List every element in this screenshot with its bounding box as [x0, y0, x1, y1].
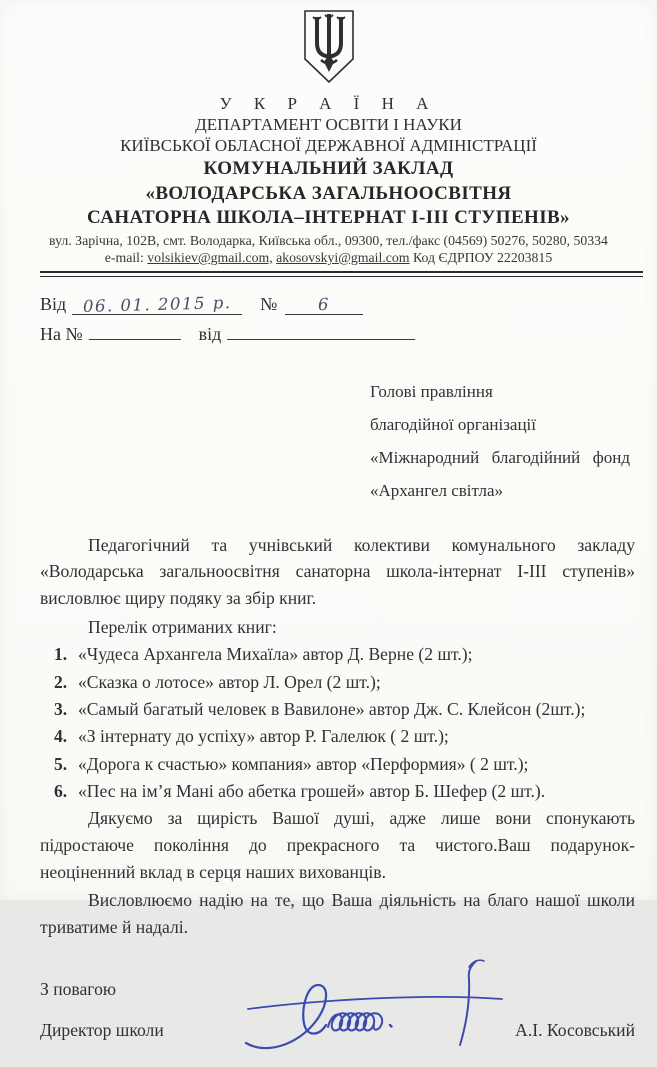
paragraph-gratitude: Дякуємо за щирість Вашої душі, адже лише вони спонукають підростаюче покоління до прекрасного та чистого.Ваш подарунок-неоціненний вклад в серця наших вихованців. [40, 808, 635, 882]
list-item [54, 669, 635, 696]
incoming-reference-line [40, 319, 657, 345]
date-field [72, 294, 242, 315]
letterhead-divider [40, 271, 643, 277]
email-link-2: akosovskyi@gmail.com [276, 249, 410, 265]
list-item-number: 6. [54, 780, 68, 801]
on-number-label: На № [40, 323, 83, 344]
incoming-number-field [89, 319, 181, 340]
handwritten-signature-icon [240, 957, 530, 1067]
book-list-intro: Перелік отриманих книг: [88, 616, 277, 637]
incoming-date-field [227, 319, 415, 340]
closing-block [40, 979, 635, 1041]
recipient-line: «Міжнародний благодійний фонд [370, 448, 630, 468]
from-label: Від [40, 293, 67, 314]
list-item-number: 3. [54, 699, 68, 720]
letter-body [40, 532, 635, 941]
recipient-line: Голові правління [370, 381, 493, 401]
list-item-number: 4. [54, 726, 68, 747]
respect-line: З повагою [40, 978, 117, 999]
reference-block [40, 294, 657, 345]
letterhead [0, 0, 657, 266]
list-item-number: 1. [54, 644, 68, 665]
organization-line3: САНАТОРНА ШКОЛА–ІНТЕРНАТ І-ІІІ СТУПЕНІВ» [87, 206, 570, 228]
position-title: Директор школи [40, 1019, 164, 1040]
number-label: № [260, 293, 278, 314]
email-label: e-mail: [104, 249, 144, 265]
ukraine-trident-icon [298, 8, 360, 86]
list-item-number: 2. [54, 671, 68, 692]
organization-line2: «ВОЛОДАРСЬКА ЗАГАЛЬНООСВІТНЯ [145, 182, 512, 204]
department-line2: КИЇВСЬКОЇ ОБЛАСНОЇ ДЕРЖАВНОЇ АДМІНІСТРАЦІЇ [120, 135, 537, 155]
list-item-text: «Самый багатый человек в Вавилоне» автор Дж. С. Клейсон (2шт.); [78, 699, 586, 720]
signatory-name: А.І. Косовський [515, 1019, 635, 1040]
recipient-line: благодійної організації [370, 415, 536, 435]
edrpou-code: Код ЄДРПОУ 22203815 [412, 249, 553, 265]
recipient-line: «Архангел світла» [370, 481, 504, 501]
contact-line [0, 250, 657, 266]
list-item-text: «Сказка о лотосе» автор Л. Орел (2 шт.); [78, 671, 381, 692]
paragraph-thanks: Педагогічний та учнівський колективи комунального закладу «Володарська загальноосвітня санаторна школа-інтернат І-ІІІ ступенів» висловлює щиру подяку за збір книг. [40, 534, 635, 609]
signature-line [40, 1020, 635, 1041]
list-item [54, 751, 635, 778]
book-list [40, 641, 635, 805]
number-field [285, 294, 363, 315]
list-item [54, 696, 635, 723]
outgoing-reference-line [40, 294, 657, 315]
list-item-text: «З інтернату до успіху» автор Р. Галелюк ( 2 шт.); [78, 726, 449, 747]
list-item [54, 723, 635, 750]
postal-address: вул. Зарічна, 102В, смт. Володарка, Київська обл., 09300, тел./факс (04569) 50276, 50280, 50334 [49, 232, 608, 248]
recipient-block [370, 375, 630, 508]
paragraph-hope: Висловлюємо надію на те, що Ваша діяльність на благо нашої школи триватиме й надалі. [40, 890, 635, 938]
list-item [54, 641, 635, 668]
department-line1: ДЕПАРТАМЕНТ ОСВІТИ І НАУКИ [195, 115, 462, 134]
list-item-text: «Пес на ім’я Мані або абетка грошей» автор Б. Шефер (2 шт.). [78, 780, 546, 801]
handwritten-date: 06. 01. 2015 р. [82, 293, 232, 316]
list-item [54, 778, 635, 805]
incoming-from-label: від [198, 323, 222, 344]
email-link-1: volsikiev@gmail.com, [147, 249, 273, 265]
country-title: У К Р А Ї Н А [219, 94, 438, 113]
list-item-text: «Чудеса Архангела Михаїла» автор Д. Верне (2 шт.); [78, 644, 473, 665]
handwritten-number: 6 [318, 294, 331, 315]
list-item-text: «Дорога к счастью» компания» автор «Перформия» ( 2 шт.); [78, 753, 529, 774]
list-item-number: 5. [54, 753, 68, 774]
organization-line1: КОМУНАЛЬНИЙ ЗАКЛАД [203, 158, 454, 180]
